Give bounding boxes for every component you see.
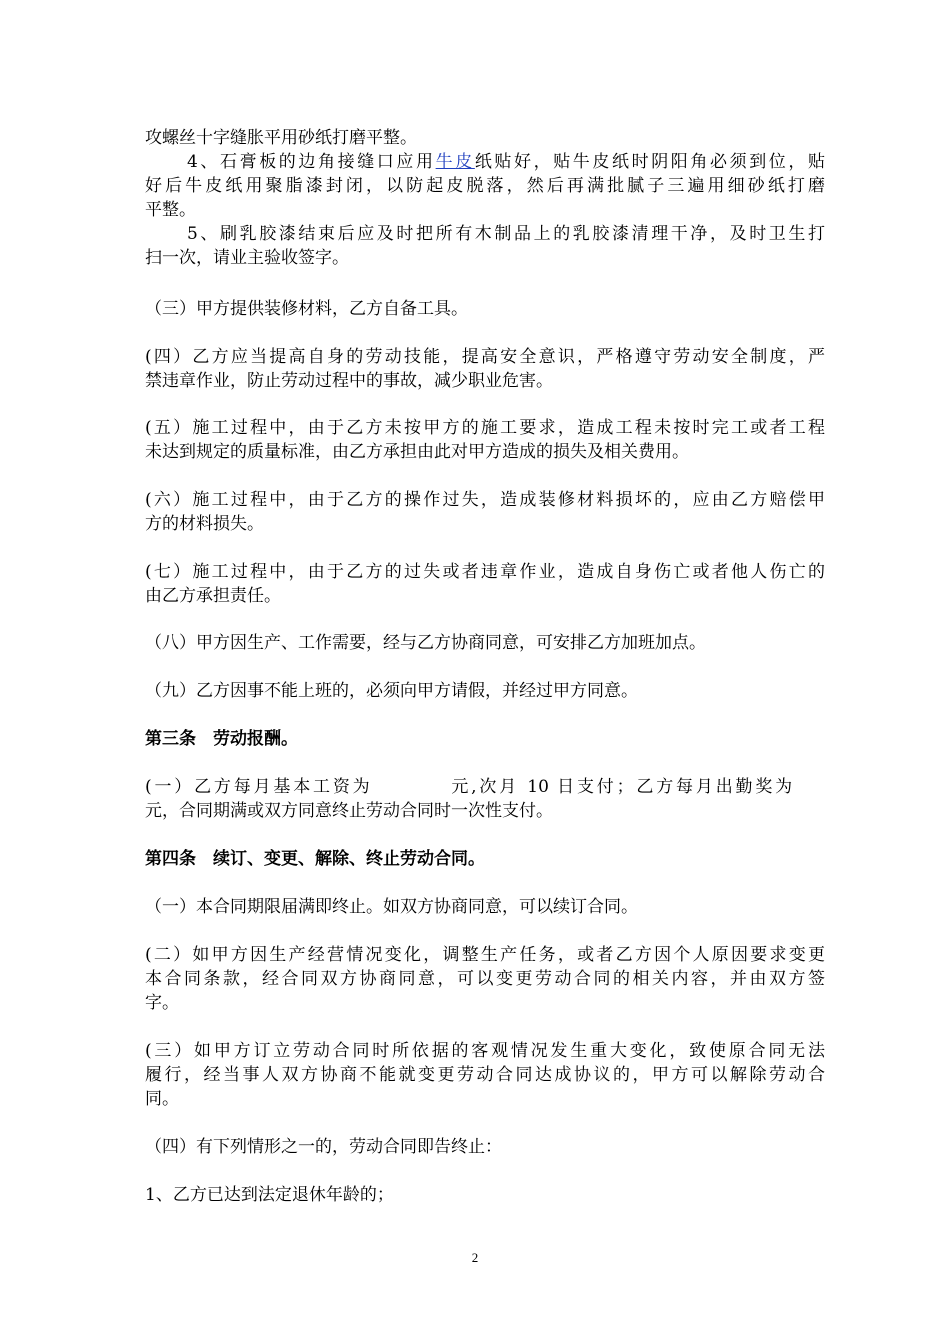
paragraph-line: 本合同条款，经合同双方协商同意，可以变更劳动合同的相关内容，并由双方签 bbox=[145, 969, 825, 989]
paragraph-line: 1、乙方已达到法定退休年龄的； bbox=[145, 1185, 394, 1205]
section-heading: 第三条 劳动报酬。 bbox=[145, 729, 298, 749]
paragraph-line: 扫一次，请业主验收签字。 bbox=[145, 248, 349, 268]
paragraph-line: 元，合同期满或双方同意终止劳动合同时一次性支付。 bbox=[145, 801, 553, 821]
paragraph-line: （三）甲方提供装修材料，乙方自备工具。 bbox=[145, 299, 468, 319]
paragraph-line bbox=[145, 775, 825, 799]
paragraph-line: 由乙方承担责任。 bbox=[145, 586, 281, 606]
paragraph-line: （四）有下列情形之一的，劳动合同即告终止： bbox=[145, 1137, 502, 1157]
paragraph-line bbox=[187, 150, 825, 174]
paragraph-line: 履行，经当事人双方协商不能就变更劳动合同达成协议的，甲方可以解除劳动合 bbox=[145, 1065, 825, 1085]
paragraph-line: 攻螺丝十字缝胀平用砂纸打磨平整。 bbox=[145, 128, 417, 148]
paragraph-line: (五）施工过程中，由于乙方未按甲方的施工要求，造成工程未按时完工或者工程 bbox=[145, 418, 825, 438]
paragraph-line: （九）乙方因事不能上班的，必须向甲方请假，并经过甲方同意。 bbox=[145, 681, 638, 701]
hyperlink-niupi[interactable]: 牛皮 bbox=[435, 152, 475, 172]
text-span: 元,次月 10 日支付；乙方每月出勤奖为 bbox=[448, 777, 795, 797]
paragraph-line: 方的材料损失。 bbox=[145, 514, 264, 534]
paragraph-line: (二）如甲方因生产经营情况变化，调整生产任务，或者乙方因个人原因要求变更 bbox=[145, 945, 825, 965]
salary-blank bbox=[373, 775, 449, 799]
paragraph-line: （八）甲方因生产、工作需要，经与乙方协商同意，可安排乙方加班加点。 bbox=[145, 633, 706, 653]
paragraph-line: 同。 bbox=[145, 1089, 179, 1109]
section-heading: 第四条 续订、变更、解除、终止劳动合同。 bbox=[145, 849, 485, 869]
paragraph-line: (三）如甲方订立劳动合同时所依据的客观情况发生重大变化，致使原合同无法 bbox=[145, 1041, 825, 1061]
paragraph-line: （一）本合同期限届满即终止。如双方协商同意，可以续订合同。 bbox=[145, 897, 638, 917]
paragraph-line: 禁违章作业，防止劳动过程中的事故，减少职业危害。 bbox=[145, 371, 553, 391]
page-number: 2 bbox=[471, 1250, 479, 1265]
paragraph-line: 平整。 bbox=[145, 200, 196, 220]
paragraph-line: 5、刷乳胶漆结束后应及时把所有木制品上的乳胶漆清理干净，及时卫生打 bbox=[187, 224, 825, 244]
paragraph-line: 字。 bbox=[145, 993, 179, 1013]
paragraph-line: 好后牛皮纸用聚脂漆封闭，以防起皮脱落，然后再满批腻子三遍用细砂纸打磨 bbox=[145, 176, 825, 196]
paragraph-line: (六）施工过程中，由于乙方的操作过失，造成装修材料损坏的，应由乙方赔偿甲 bbox=[145, 490, 825, 510]
paragraph-line: 未达到规定的质量标准，由乙方承担由此对甲方造成的损失及相关费用。 bbox=[145, 442, 689, 462]
bonus-blank bbox=[795, 775, 825, 799]
text-span: 纸贴好，贴牛皮纸时阴阳角必须到位，贴 bbox=[474, 152, 825, 172]
text-span: 4、石膏板的边角接缝口应用 bbox=[187, 152, 436, 172]
paragraph-line: (四）乙方应当提高自身的劳动技能，提高安全意识，严格遵守劳动安全制度，严 bbox=[145, 347, 825, 367]
text-span: (一）乙方每月基本工资为 bbox=[145, 777, 373, 797]
paragraph-line: (七）施工过程中，由于乙方的过失或者违章作业，造成自身伤亡或者他人伤亡的 bbox=[145, 562, 825, 582]
